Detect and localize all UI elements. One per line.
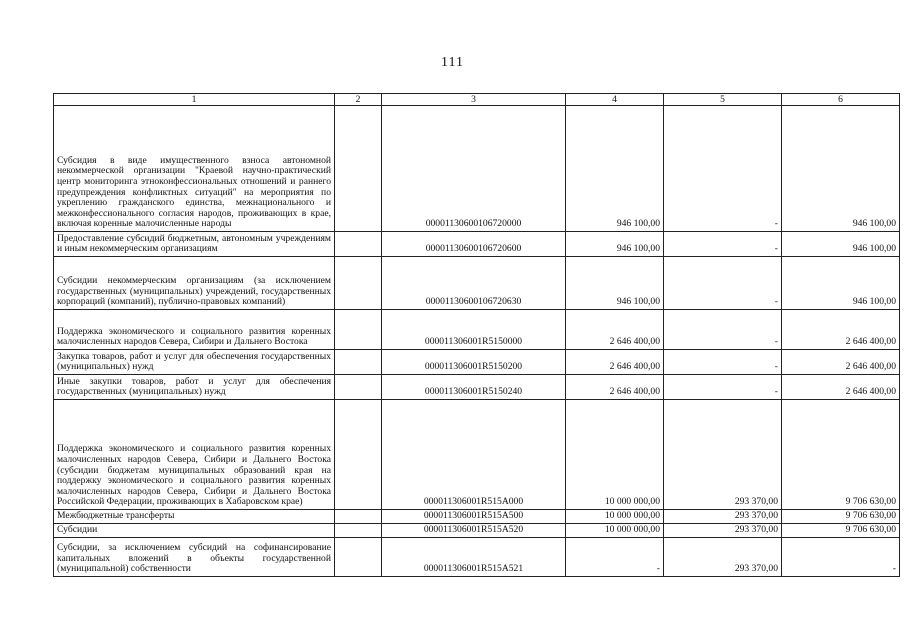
column-header: 3	[382, 94, 566, 106]
row-name: Межбюджетные трансферты	[54, 510, 335, 524]
row-col4: 946 100,00	[566, 232, 664, 257]
row-col4: 2 646 400,00	[566, 350, 664, 375]
row-col5: 293 370,00	[664, 510, 782, 524]
table-row	[54, 375, 900, 400]
row-name: Субсидии	[54, 524, 335, 538]
row-col6: 2 646 400,00	[782, 310, 900, 350]
row-name: Субсидии, за исключением субсидий на софинансирование капитальных вложений в объекты государственной (муниципальной) собственности	[54, 538, 335, 577]
row-col5: -	[664, 257, 782, 310]
column-header: 4	[566, 94, 664, 106]
row-col6: 946 100,00	[782, 106, 900, 232]
row-name: Поддержка экономического и социального развития коренных малочисленных народов Севера, Сибири и Дальнего Востока	[54, 310, 335, 350]
row-col5: -	[664, 350, 782, 375]
table-row	[54, 257, 900, 310]
row-name: Субсидия в виде имущественного взноса автономной некоммерческой организации "Краевой научно-практический центр мониторинга этноконфессиональных отношений и раннего предупреждения конфликтных ситуаций" на мероприятия по укреплению гражданского единства, межнационального и межконфессионального согласия народов, проживающих в крае, включая коренные малочисленные народы	[54, 106, 335, 232]
row-code: 000011306001R5150240	[382, 375, 566, 400]
row-col4: 946 100,00	[566, 257, 664, 310]
row-code: 000011306001R5150000	[382, 310, 566, 350]
row-dept	[335, 375, 382, 400]
table-row	[54, 524, 900, 538]
row-name: Закупка товаров, работ и услуг для обеспечения государственных (муниципальных) нужд	[54, 350, 335, 375]
column-header: 2	[335, 94, 382, 106]
row-code: 000011306001R515A521	[382, 538, 566, 577]
row-dept	[335, 400, 382, 510]
row-col6: 9 706 630,00	[782, 524, 900, 538]
page-number: 111	[441, 55, 464, 70]
row-name: Предоставление субсидий бюджетным, автономным учреждениям и иным некоммерческим организациям	[54, 232, 335, 257]
table-row	[54, 232, 900, 257]
row-dept	[335, 510, 382, 524]
row-name: Поддержка экономического и социального развития коренных малочисленных народов Севера, Сибири и Дальнего Востока (субсидии бюджетам муниципальных образований края на поддержку экономического и социального развития коренных малочисленных народов Севера, Сибири и Дальнего Востока Российской Федерации, проживающих в Хабаровском крае)	[54, 400, 335, 510]
row-col6: 2 646 400,00	[782, 350, 900, 375]
row-dept	[335, 106, 382, 232]
table-row	[54, 310, 900, 350]
table-row	[54, 106, 900, 232]
column-header: 5	[664, 94, 782, 106]
row-col6: 9 706 630,00	[782, 400, 900, 510]
row-col6: -	[782, 538, 900, 577]
row-code: 000011306001R515A520	[382, 524, 566, 538]
row-dept	[335, 310, 382, 350]
row-col5: -	[664, 310, 782, 350]
table-row	[54, 350, 900, 375]
row-col6: 2 646 400,00	[782, 375, 900, 400]
column-header: 1	[54, 94, 335, 106]
row-code: 000011306001R5150200	[382, 350, 566, 375]
row-code: 00001130600106720000	[382, 106, 566, 232]
row-col5: 293 370,00	[664, 524, 782, 538]
row-col4: 10 000 000,00	[566, 400, 664, 510]
row-col4: 2 646 400,00	[566, 310, 664, 350]
row-dept	[335, 232, 382, 257]
row-col5: 293 370,00	[664, 538, 782, 577]
row-name: Иные закупки товаров, работ и услуг для обеспечения государственных (муниципальных) нужд	[54, 375, 335, 400]
table-row	[54, 400, 900, 510]
row-col6: 946 100,00	[782, 257, 900, 310]
row-code: 00001130600106720630	[382, 257, 566, 310]
row-col5: -	[664, 106, 782, 232]
table-row	[54, 510, 900, 524]
table-row	[54, 538, 900, 577]
row-col4: 2 646 400,00	[566, 375, 664, 400]
row-code: 000011306001R515A000	[382, 400, 566, 510]
row-dept	[335, 350, 382, 375]
row-dept	[335, 538, 382, 577]
row-col6: 9 706 630,00	[782, 510, 900, 524]
row-name: Субсидии некоммерческим организациям (за исключением государственных (муниципальных) учреждений, государственных корпораций (компаний), публично-правовых компаний)	[54, 257, 335, 310]
row-col5: 293 370,00	[664, 400, 782, 510]
row-col5: -	[664, 232, 782, 257]
row-col5: -	[664, 375, 782, 400]
table-header-row	[54, 94, 900, 106]
row-code: 000011306001R515A500	[382, 510, 566, 524]
column-header: 6	[782, 94, 900, 106]
row-col4: -	[566, 538, 664, 577]
row-dept	[335, 524, 382, 538]
row-col6: 946 100,00	[782, 232, 900, 257]
row-dept	[335, 257, 382, 310]
row-col4: 946 100,00	[566, 106, 664, 232]
row-col4: 10 000 000,00	[566, 510, 664, 524]
budget-table	[53, 93, 900, 577]
row-col4: 10 000 000,00	[566, 524, 664, 538]
row-code: 00001130600106720600	[382, 232, 566, 257]
